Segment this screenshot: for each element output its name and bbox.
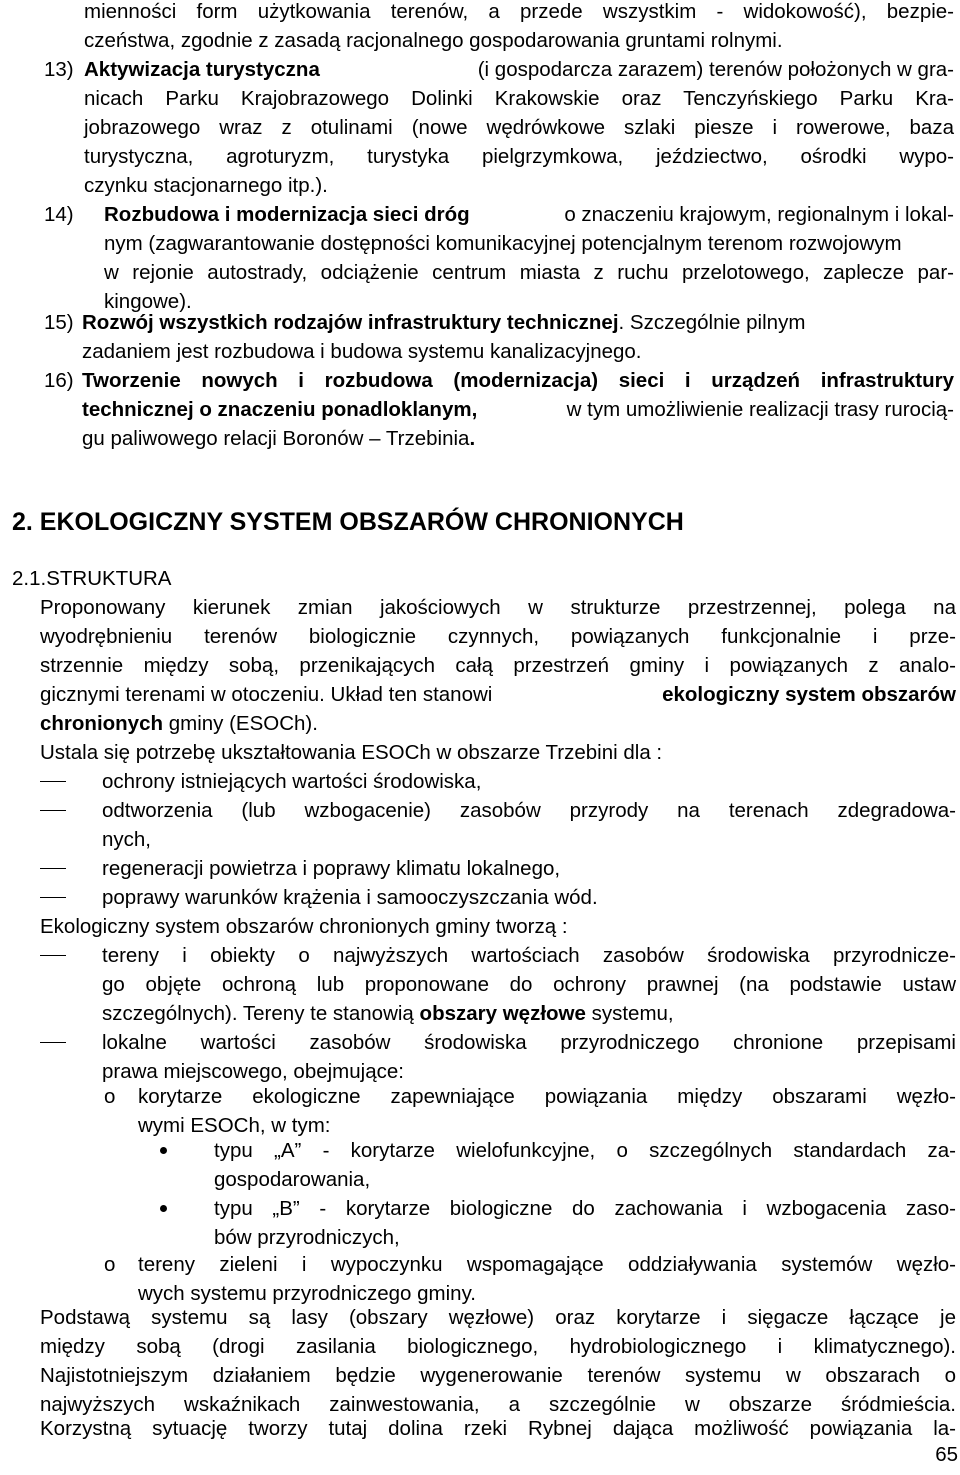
list-item: poprawy warunków krążenia i samooczyszczania wód. <box>102 886 598 909</box>
paragraph-line: Korzystną sytuację tworzy tutaj dolina rzeki Rybnej dająca możliwość powiązania la- <box>40 1417 956 1440</box>
bold-phrase: chronionych <box>40 712 164 735</box>
text-line: prawa miejscowego, obejmujące: <box>102 1060 404 1083</box>
text-line: kingowe). <box>104 290 192 313</box>
bold-phrase: Aktywizacja turystyczna <box>84 58 320 81</box>
list-item: typu „B” - korytarze biologiczne do zachowania i wzbogacenia zaso- <box>214 1197 956 1220</box>
circle-bullet: o <box>104 1253 116 1276</box>
text-line: gicznymi terenami w otoczeniu. Układ ten stanowi <box>40 683 493 706</box>
bold-phrase: . <box>469 427 476 450</box>
bold-phrase: Rozwój wszystkich rodzajów infrastruktury technicznej <box>82 311 619 334</box>
paragraph-line: Podstawą systemu są lasy (obszary węzłowe) oraz korytarze i sięgacze łączące je <box>40 1306 956 1329</box>
text-line: nych, <box>102 828 151 851</box>
dash-bullet <box>40 868 66 869</box>
bold-phrase: technicznej o znaczeniu ponadloklanym, <box>82 398 478 421</box>
dash-bullet <box>40 781 66 782</box>
text-line: w tym umożliwienie realizacji trasy rurocią- <box>566 398 954 421</box>
paragraph-line: Ustala się potrzebę ukształtowania ESOCh w obszarze Trzebini dla : <box>40 741 663 764</box>
text-line: gospodarowania, <box>214 1168 371 1191</box>
list-number: 15) <box>44 311 74 334</box>
text-line: (i gospodarcza zarazem) terenów położonych w gra- <box>477 58 954 81</box>
dash-bullet <box>40 955 66 956</box>
text-line: zadaniem jest rozbudowa i budowa systemu kanalizacyjnego. <box>82 340 642 363</box>
text-line: nym (zagwarantowanie dostępności komunikacyjnej potencjalnym terenom rozwojowym <box>104 232 902 255</box>
paragraph-line: Ekologiczny system obszarów chronionych gminy tworzą : <box>40 915 568 938</box>
list-item: tereny zieleni i wypoczynku wspomagające oddziaływania systemów węzło- <box>138 1253 956 1276</box>
paragraph-line: Najistotniejszym działaniem będzie wygenerowanie terenów systemu w obszarach o <box>40 1364 956 1387</box>
list-item: ochrony istniejących wartości środowiska, <box>102 770 482 793</box>
section-heading: 2. EKOLOGICZNY SYSTEM OBSZARÓW CHRONIONYCH <box>12 508 684 536</box>
text-line: go objęte ochroną lub proponowane do ochrony prawnej (na podstawie ustaw <box>102 973 956 996</box>
circle-bullet: o <box>104 1085 116 1108</box>
list-item: korytarze ekologiczne zapewniające powiązania między obszarami węzło- <box>138 1085 956 1108</box>
text-line: gminy (ESOCh). <box>168 712 318 735</box>
dash-bullet <box>40 810 66 811</box>
list-item: tereny i obiekty o najwyższych wartościach zasobów środowiska przyrodnicze- <box>102 944 956 967</box>
text-line <box>102 999 674 1028</box>
text-line: wych systemu przyrodniczego gminy. <box>138 1282 476 1305</box>
text-line: w rejonie autostrady, odciążenie centrum miasta z ruchu przelotowego, zaplecze par- <box>104 261 954 284</box>
list-item-13 <box>84 55 954 84</box>
text-line: czeństwa, zgodnie z zasadą racjonalnego gospodarowania gruntami rolnymi. <box>84 29 783 52</box>
text-line <box>82 395 954 424</box>
list-number: 16) <box>44 369 74 392</box>
page-number: 65 <box>935 1443 958 1466</box>
paragraph-line: strzennie między sobą, przenikających całą przestrzeń gminy i powiązanych z analo- <box>40 654 956 677</box>
paragraph-line: między sobą (drogi zasilania biologicznego, hydrobiologicznego i klimatycznego). <box>40 1335 956 1358</box>
dash-bullet <box>40 897 66 898</box>
text-line: o znaczeniu krajowym, regionalnym i lokal- <box>564 203 954 226</box>
list-item: odtworzenia (lub wzbogacenie) zasobów przyrody na terenach zdegradowa- <box>102 799 956 822</box>
text-line: czynku stacjonarnego itp.). <box>84 174 328 197</box>
list-item-14 <box>104 200 954 229</box>
list-number: 14) <box>44 203 74 226</box>
dot-bullet <box>160 1205 167 1212</box>
text-line: jobrazowego wraz z otulinami (nowe wędrówkowe szlaki piesze i rowerowe, baza <box>84 116 954 139</box>
dot-bullet <box>160 1147 167 1154</box>
text-line: turystyczna, agroturyzm, turystyka pielgrzymkowa, jeździectwo, ośrodki wypo- <box>84 145 954 168</box>
list-item-16: Tworzenie nowych i rozbudowa (modernizacja) sieci i urządzeń infrastruktury <box>82 369 954 392</box>
bold-phrase: ekologiczny system obszarów <box>662 683 956 706</box>
text-line: nicach Parku Krajobrazowego Dolinki Krakowskie oraz Tenczyńskiego Parku Kra- <box>84 87 954 110</box>
paragraph-line: najwyższych wskaźnikach zainwestowania, a szczególnie w obszarze śródmieścia. <box>40 1393 956 1416</box>
text-line: gu paliwowego relacji Boronów – Trzebinia <box>82 427 470 450</box>
text-line: szczególnych). Tereny te stanowią <box>102 1002 414 1025</box>
text-line: bów przyrodniczych, <box>214 1226 400 1249</box>
list-item: regeneracji powietrza i poprawy klimatu lokalnego, <box>102 857 561 880</box>
text-line: wymi ESOCh, w tym: <box>138 1114 331 1137</box>
bold-phrase: obszary węzłowe <box>419 1002 586 1025</box>
list-item-15 <box>82 308 805 337</box>
paragraph-line <box>40 680 956 709</box>
text-line: . Szczególnie pilnym <box>618 311 806 334</box>
paragraph-line <box>40 709 318 738</box>
list-item: lokalne wartości zasobów środowiska przyrodniczego chronione przepisami <box>102 1031 956 1054</box>
bold-phrase: Rozbudowa i modernizacja sieci dróg <box>104 203 470 226</box>
dash-bullet <box>40 1042 66 1043</box>
paragraph-line: Proponowany kierunek zmian jakościowych w strukturze przestrzennej, polega na <box>40 596 956 619</box>
text-line: mienności form użytkowania terenów, a przede wszystkim - widokowość), bezpie- <box>84 0 954 23</box>
text-line: systemu, <box>591 1002 674 1025</box>
list-number: 13) <box>44 58 74 81</box>
subsection-heading: 2.1.STRUKTURA <box>12 567 172 590</box>
list-item: typu „A” - korytarze wielofunkcyjne, o szczególnych standardach za- <box>214 1139 956 1162</box>
paragraph-line: wyodrębnieniu terenów biologicznie czynnych, powiązanych funkcjonalnie i prze- <box>40 625 956 648</box>
text-line <box>82 424 475 453</box>
